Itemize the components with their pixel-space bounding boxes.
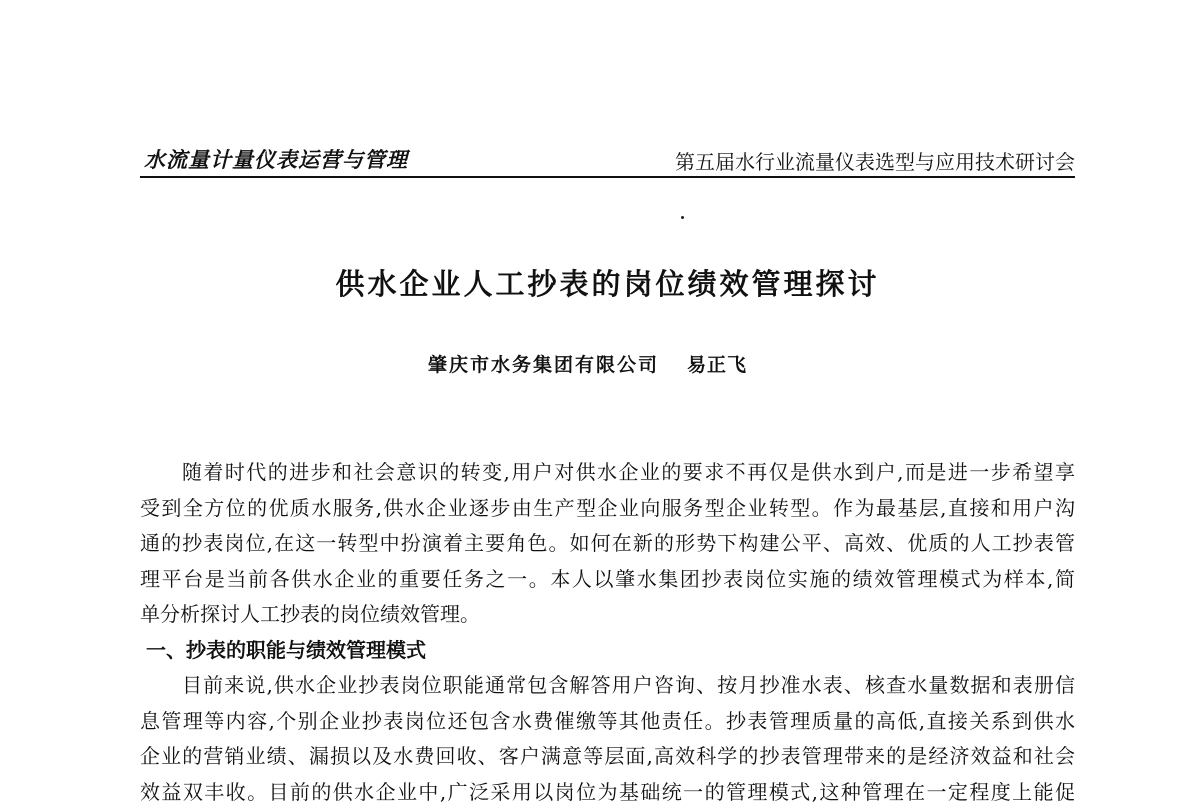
header-book-title: 水流量计量仪表运营与管理: [144, 144, 408, 174]
running-header: [140, 140, 1075, 178]
body-line: 随着时代的进步和社会意识的转变,用户对供水企业的要求不再仅是供水到户,而是进一步希望享: [140, 455, 1075, 491]
body-line: 通的抄表岗位,在这一转型中扮演着主要角色。如何在新的形势下构建公平、高效、优质的人工抄表管: [140, 526, 1075, 562]
body-line: 受到全方位的优质水服务,供水企业逐步由生产型企业向服务型企业转型。作为最基层,直接和用户沟: [140, 491, 1075, 527]
body-line: 效益双丰收。目前的供水企业中,广泛采用以岗位为基础统一的管理模式,这种管理在一定程度上能促: [140, 775, 1075, 810]
body-text: [140, 455, 1075, 810]
author-name: 易正飞: [687, 354, 747, 376]
body-line: 理平台是当前各供水企业的重要任务之一。本人以肇水集团抄表岗位实施的绩效管理模式为样本,简: [140, 562, 1075, 598]
author-organization: 肇庆市水务集团有限公司: [428, 354, 659, 376]
dot-mark: [681, 216, 684, 219]
article-title: 供水企业人工抄表的岗位绩效管理探讨: [140, 262, 1075, 303]
body-line: 息管理等内容,个别企业抄表岗位还包含水费催缴等其他责任。抄表管理质量的高低,直接关系到供水: [140, 704, 1075, 740]
body-line: 企业的营销业绩、漏损以及水费回收、客户满意等层面,高效科学的抄表管理带来的是经济效益和社会: [140, 739, 1075, 775]
author-line: [428, 350, 747, 377]
section-heading: 一、抄表的职能与绩效管理模式: [140, 633, 1075, 669]
body-line: 目前来说,供水企业抄表岗位职能通常包含解答用户咨询、按月抄准水表、核查水量数据和表册信: [140, 668, 1075, 704]
header-conference-title: 第五届水行业流量仪表选型与应用技术研讨会: [675, 146, 1075, 175]
body-line: 单分析探讨人工抄表的岗位绩效管理。: [140, 597, 1075, 633]
